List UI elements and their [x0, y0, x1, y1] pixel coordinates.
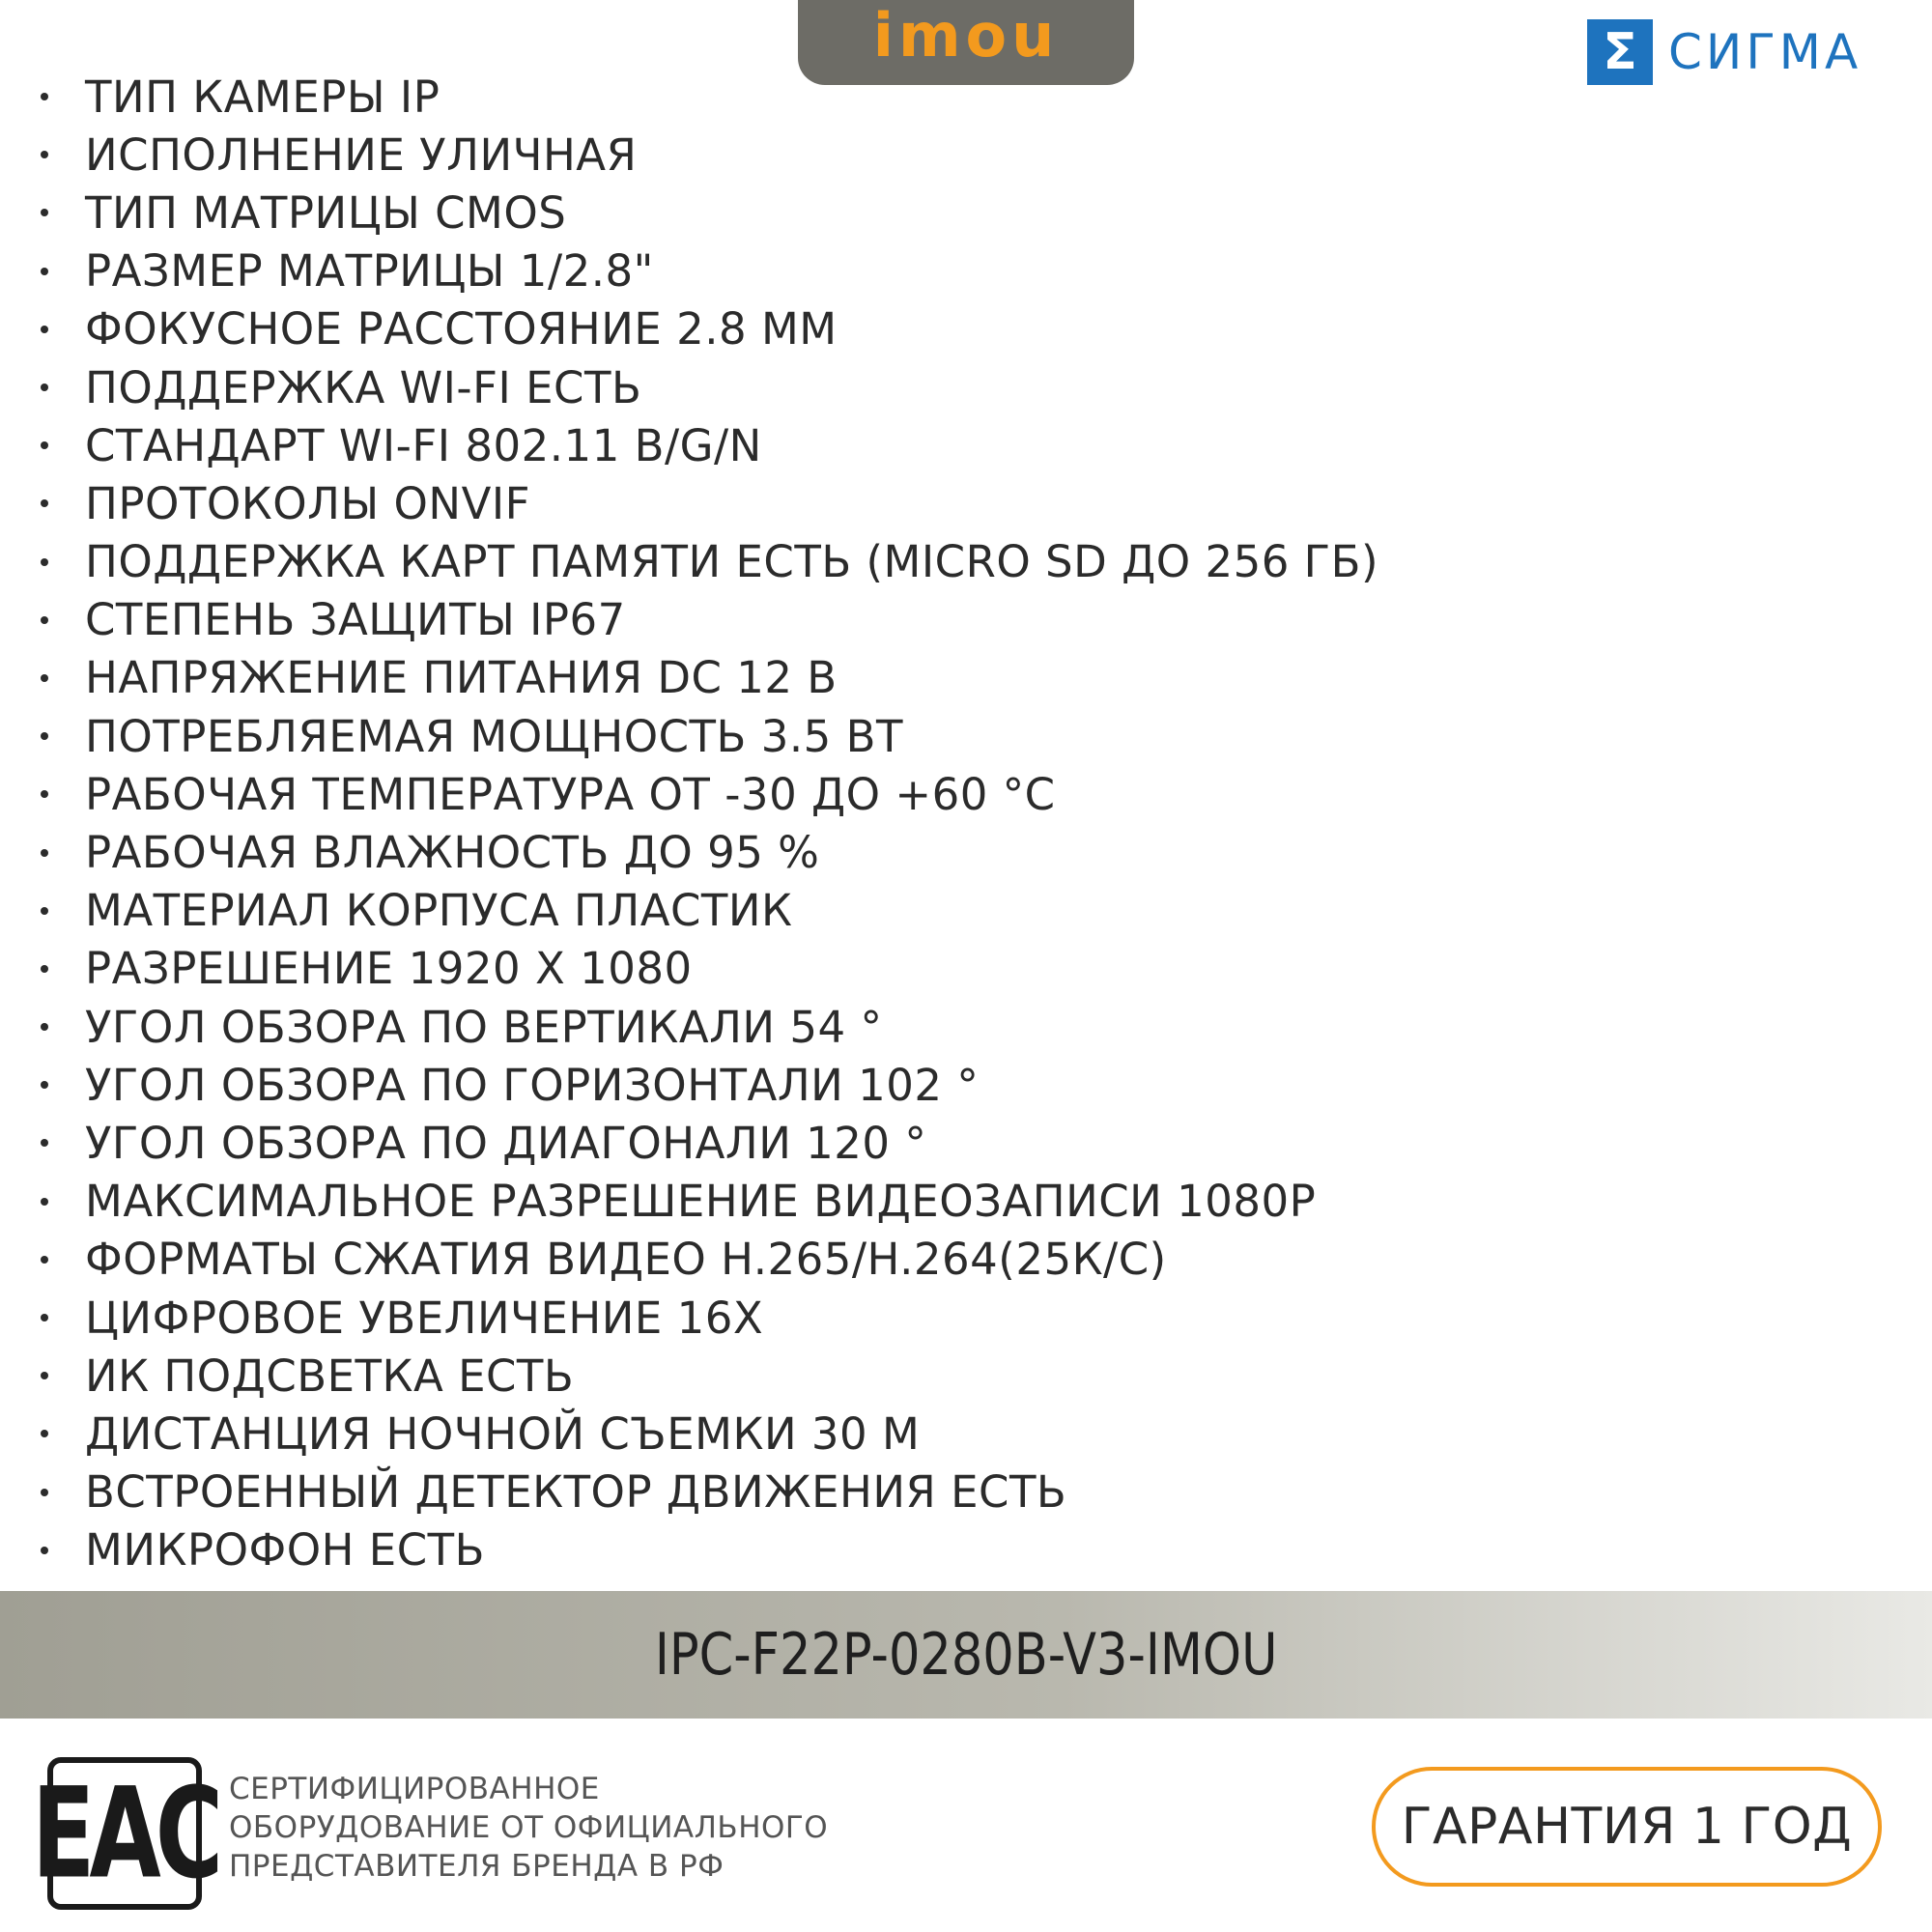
bullet-icon	[41, 326, 48, 333]
bullet-icon	[41, 790, 48, 798]
spec-item	[0, 591, 1565, 649]
spec-text: ДИСТАНЦИЯ НОЧНОЙ СЪЕМКИ 30 М	[85, 1407, 921, 1460]
warranty-label: ГАРАНТИЯ 1 ГОД	[1401, 1798, 1853, 1856]
eac-mark-letters: EAC	[31, 1760, 218, 1907]
bullet-icon	[41, 1547, 48, 1554]
spec-item	[0, 126, 1565, 184]
sigma-wordmark: СИГМА	[1668, 24, 1862, 80]
bullet-icon	[41, 1489, 48, 1496]
bullet-icon	[41, 674, 48, 682]
warranty-badge	[1372, 1767, 1882, 1887]
bullet-icon	[41, 1198, 48, 1206]
bullet-icon	[41, 1372, 48, 1379]
bullet-icon	[41, 1139, 48, 1147]
spec-text: ПРОТОКОЛЫ ONVIF	[85, 477, 531, 529]
spec-item	[0, 533, 1565, 591]
eac-mark	[31, 1757, 218, 1910]
spec-item	[0, 1231, 1565, 1289]
spec-text: ТИП КАМЕРЫ IP	[85, 71, 440, 123]
spec-item	[0, 1463, 1565, 1521]
bullet-icon	[41, 499, 48, 507]
spec-item	[0, 1114, 1565, 1172]
spec-text: ПОДДЕРЖКА КАРТ ПАМЯТИ ЕСТЬ (MICRO SD ДО 256 ГБ)	[85, 536, 1379, 588]
spec-item	[0, 765, 1565, 823]
bullet-icon	[41, 268, 48, 275]
sigma-logo	[1587, 19, 1861, 85]
bullet-icon	[41, 616, 48, 624]
bullet-icon	[41, 1430, 48, 1437]
spec-text: СТЕПЕНЬ ЗАЩИТЫ IP67	[85, 594, 626, 646]
spec-item	[0, 1056, 1565, 1114]
spec-text: РАБОЧАЯ ВЛАЖНОСТЬ ДО 95 %	[85, 827, 820, 879]
spec-item	[0, 184, 1565, 242]
spec-text: НАПРЯЖЕНИЕ ПИТАНИЯ DC 12 В	[85, 652, 838, 704]
spec-item	[0, 1405, 1565, 1463]
spec-text: ПОДДЕРЖКА WI-FI ЕСТЬ	[85, 361, 642, 413]
spec-text: ЦИФРОВОЕ УВЕЛИЧЕНИЕ 16Х	[85, 1292, 764, 1344]
bullet-icon	[41, 732, 48, 740]
bullet-icon	[41, 93, 48, 100]
spec-text: РАЗРЕШЕНИЕ 1920 Х 1080	[85, 943, 693, 995]
model-banner	[0, 1591, 1932, 1719]
spec-text: ФОКУСНОЕ РАССТОЯНИЕ 2.8 ММ	[85, 303, 838, 355]
bullet-icon	[41, 1081, 48, 1089]
bullet-icon	[41, 849, 48, 857]
bullet-icon	[41, 209, 48, 216]
spec-text: РАЗМЕР МАТРИЦЫ 1/2.8"	[85, 245, 654, 298]
spec-text: РАБОЧАЯ ТЕМПЕРАТУРА ОТ -30 ДО +60 °С	[85, 768, 1056, 820]
spec-item	[0, 940, 1565, 998]
bullet-icon	[41, 1023, 48, 1031]
certification-line: ОБОРУДОВАНИЕ ОТ ОФИЦИАЛЬНОГО	[229, 1810, 829, 1845]
spec-item	[0, 474, 1565, 532]
spec-item	[0, 1289, 1565, 1347]
spec-item	[0, 416, 1565, 474]
spec-text: ИК ПОДСВЕТКА ЕСТЬ	[85, 1350, 575, 1402]
spec-text: МАКСИМАЛЬНОЕ РАЗРЕШЕНИЕ ВИДЕОЗАПИСИ 1080P	[85, 1176, 1317, 1228]
spec-text: ПОТРЕБЛЯЕМАЯ МОЩНОСТЬ 3.5 ВТ	[85, 710, 903, 762]
bullet-icon	[41, 151, 48, 158]
spec-item	[0, 300, 1565, 358]
bullet-icon	[41, 907, 48, 915]
bullet-icon	[41, 1256, 48, 1264]
spec-item	[0, 707, 1565, 765]
spec-text: ВСТРОЕННЫЙ ДЕТЕКТОР ДВИЖЕНИЯ ЕСТЬ	[85, 1466, 1067, 1519]
spec-text: УГОЛ ОБЗОРА ПО ГОРИЗОНТАЛИ 102 °	[85, 1059, 980, 1111]
spec-text: ТИП МАТРИЦЫ CMOS	[85, 186, 567, 239]
spec-item	[0, 242, 1565, 300]
spec-text: УГОЛ ОБЗОРА ПО ДИАГОНАЛИ 120 °	[85, 1117, 927, 1169]
certification-line: СЕРТИФИЦИРОВАННОЕ	[229, 1772, 600, 1806]
certification-note	[229, 1770, 963, 1886]
spec-list	[0, 68, 1565, 1579]
model-number: IPC-F22P-0280B-V3-IMOU	[654, 1621, 1278, 1689]
bullet-icon	[41, 965, 48, 973]
spec-text: МАТЕРИАЛ КОРПУСА ПЛАСТИК	[85, 885, 793, 937]
spec-text: МИКРОФОН ЕСТЬ	[85, 1524, 486, 1577]
spec-item	[0, 1347, 1565, 1405]
bullet-icon	[41, 384, 48, 391]
spec-item	[0, 649, 1565, 707]
spec-text: СТАНДАРТ WI-FI 802.11 B/G/N	[85, 419, 762, 471]
spec-text: УГОЛ ОБЗОРА ПО ВЕРТИКАЛИ 54 °	[85, 1001, 883, 1053]
spec-item	[0, 998, 1565, 1056]
imou-logo: imou	[872, 0, 1060, 71]
bullet-icon	[41, 441, 48, 449]
spec-item	[0, 68, 1565, 126]
certification-line: ПРЕДСТАВИТЕЛЯ БРЕНДА В РФ	[229, 1849, 724, 1884]
spec-text: ФОРМАТЫ СЖАТИЯ ВИДЕО H.265/H.264(25К/С)	[85, 1234, 1167, 1286]
spec-item	[0, 358, 1565, 416]
spec-text: ИСПОЛНЕНИЕ УЛИЧНАЯ	[85, 128, 638, 181]
spec-item	[0, 823, 1565, 881]
spec-item	[0, 1173, 1565, 1231]
bullet-icon	[41, 558, 48, 566]
spec-item	[0, 882, 1565, 940]
bullet-icon	[41, 1314, 48, 1321]
sigma-icon: Σ	[1587, 19, 1653, 85]
spec-item	[0, 1521, 1565, 1579]
